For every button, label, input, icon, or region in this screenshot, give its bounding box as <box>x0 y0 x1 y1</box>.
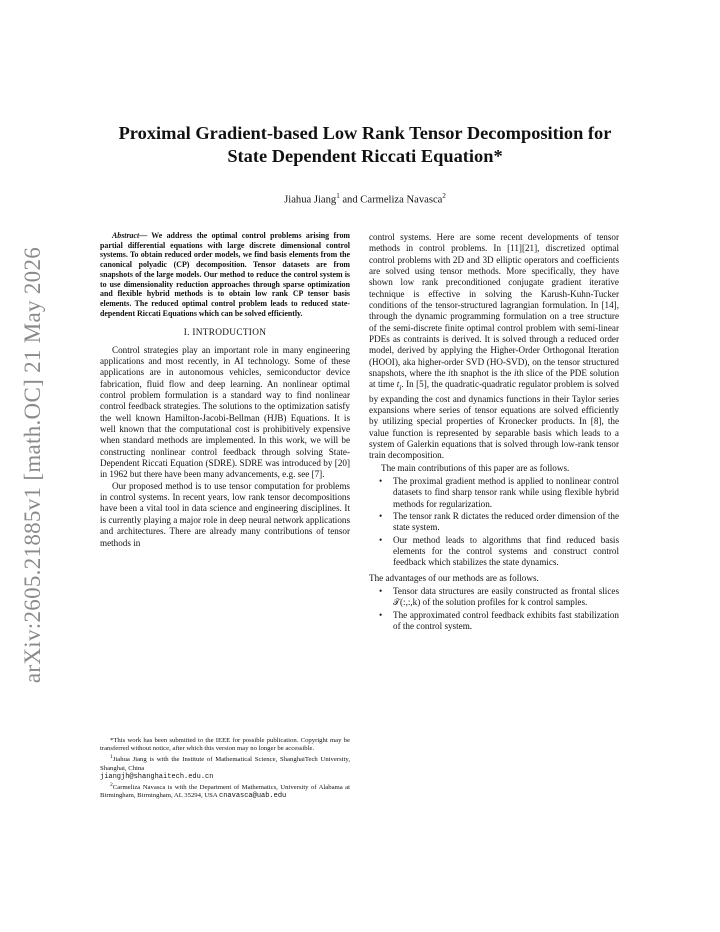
paper-title <box>90 122 640 168</box>
advantages-intro: The advantages of our methods are as follows. <box>369 572 539 583</box>
arxiv-identifier-stamp <box>8 230 58 700</box>
author-affiliation-mark-1: 1 <box>336 192 340 200</box>
footnote-email-2: cnavasca@uab.edu <box>219 792 287 801</box>
author-name-1: Jiahua Jiang <box>284 194 337 206</box>
author-affiliation-mark-2: 2 <box>442 192 446 200</box>
related-work-text-a: control systems. Here are some recent developments of tensor methods in control problems. In [11][21], discretized optimal control problems with 2D and 3D elliptic operators and coefficients are solved using tensor methods. More specifically, they have shown low rank preconditioned conjugate gradient iterative technique is effective in solving the Karush-Kuhn-Tucker conditions of the tensor-structured lagrangian formulation. In [14], through the dynamic programming formulation on a tree structure of the semi-discrete finite optimal control problem with semi-linear PDEs as contraints is derived. It is solved through a reduced order model, derived by applying the Higher-Order Orthogonal Iteration (HOOI), aka higher-order SVD (HO-SVD), on the tensor structured snapshots, where the <box>369 232 619 379</box>
contribution-item: • The proximal gradient method is applied to nonlinear control datasets to find sharp tensor rank while using flexible hybrid methods for regularization. <box>393 476 619 510</box>
footnote-affiliation-2 <box>100 781 350 800</box>
related-work-paragraph <box>369 232 619 462</box>
author-list <box>90 192 640 206</box>
footnote-affiliation-1-text: Jiahua Jiang is with the Institute of Mathematical Science, ShanghaiTech University, Shanghai, China <box>100 756 350 772</box>
abstract-text: We address the optimal control problems arising from partial differential equations with large discrete dimensional control systems. To obtain reduced order models, we find basis elements from the canonical polyadic (CP) decomposition. Tensor datasets are from snapshots of the large models. Our method to reduce the control system is to use dimensionality reduction approaches through sparse optimization and flexible hybrid methods is to obtain low rank CP tensor basis elements. The reduced optimal control problem leads to reduced state-dependent Riccati Equations which can be solved efficiently. <box>100 231 350 318</box>
footnote-email-1: jiangjh@shanghaitech.edu.cn <box>100 772 214 781</box>
contributions-intro: The main contributions of this paper are as follows. <box>381 462 570 473</box>
abstract <box>100 231 350 318</box>
contribution-item: • The tensor rank R dictates the reduced order dimension of the state system. <box>393 511 619 534</box>
right-column <box>369 232 619 637</box>
contribution-item: • Our method leads to algorithms that find reduced basis elements for the control systems and construct control feedback which stabilizes the state dynamics. <box>393 535 619 569</box>
left-column <box>100 231 350 549</box>
footnote-mark-1: 1 <box>110 754 113 761</box>
author-name-2: Carmeliza Navasca <box>360 194 443 206</box>
title-line-1: Proximal Gradient-based Low Rank Tensor Decomposition for <box>118 123 612 143</box>
contributions-list <box>369 476 619 569</box>
arxiv-identifier-text: arXiv:2605.21885v1 [math.OC] 21 May 2026 <box>20 246 45 684</box>
footnote-mark-2: 2 <box>110 781 113 788</box>
math-t-subscript: i <box>399 383 402 393</box>
related-work-text-b: th snaphot is the <box>450 368 515 379</box>
footnote-affiliation-1 <box>100 753 350 781</box>
section-heading-introduction: I. INTRODUCTION <box>183 328 267 339</box>
math-t: t <box>396 379 400 390</box>
advantage-item: • The approximated control feedback exhibits fast stabilization of the control system. <box>393 610 619 633</box>
author-joiner: and <box>339 194 361 206</box>
math-i-2: i <box>514 368 517 379</box>
title-line-2: State Dependent Riccati Equation* <box>227 146 503 166</box>
footnote-affiliation-2-text: Carmeliza Navasca is with the Department of Mathematics, University of Alabama at Birmingham, Birmingham, AL 35294, USA <box>100 783 350 800</box>
math-i: i <box>448 368 451 379</box>
intro-paragraph-1: Control strategies play an important role in many engineering applications and most recently, in AI technology. Some of these applications are in autonomous vehicles, semiconductor device fabrication, fluid flow and deep learning. An nonlinear optimal control problem formulation is a standard way to find nonlinear control feedback strategies. The solutions to the optimization satisfy the well known Hamilton-Jacobi-Bellman (HJB) Equations. It is well known that the computational cost is prohibitively expensive when standard methods are implemented. In this work, we will be constructing nonlinear control feedback through solving State-Dependent Riccati Equation (SDRE). SDRE was introduced by [20] in 1962 but there have been many advancements, e.g. see [7]. <box>100 344 350 480</box>
advantages-list <box>369 586 619 632</box>
footnotes <box>100 737 350 800</box>
related-work-text-c: th slice of the PDE solution at time <box>369 368 620 390</box>
related-work-text-d: . In [5], the quadratic-quadratic regulator problem is solved by expanding the cost and dynamics functions in their Taylor series expansions where series of tensor equations are solved efficiently by utilizing special properties of Kronecker products. In [8], the value function is represented by separable basis which leads to a system of Galerkin equations that is solved through low-rank tensor train decomposition. <box>369 379 619 461</box>
abstract-label: Abstract <box>112 231 140 240</box>
abstract-dash: — <box>139 231 152 240</box>
footnote-submission: *This work has been submitted to the IEEE for possible publication. Copyright may be transferred without notice, after which this version may no longer be accessible. <box>100 737 350 753</box>
intro-paragraph-2: Our proposed method is to use tensor computation for problems in control systems. In recent years, low rank tensor decompositions have been a vital tool in data science and engineering disciplines. It is currently playing a major role in deep neural network applications and architectures. There are already many contributions of tensor methods in <box>100 480 350 548</box>
advantage-item: • Tensor data structures are easily constructed as frontal slices 𝒯(:,:,k) of the solution profiles for k control samples. <box>393 586 619 609</box>
